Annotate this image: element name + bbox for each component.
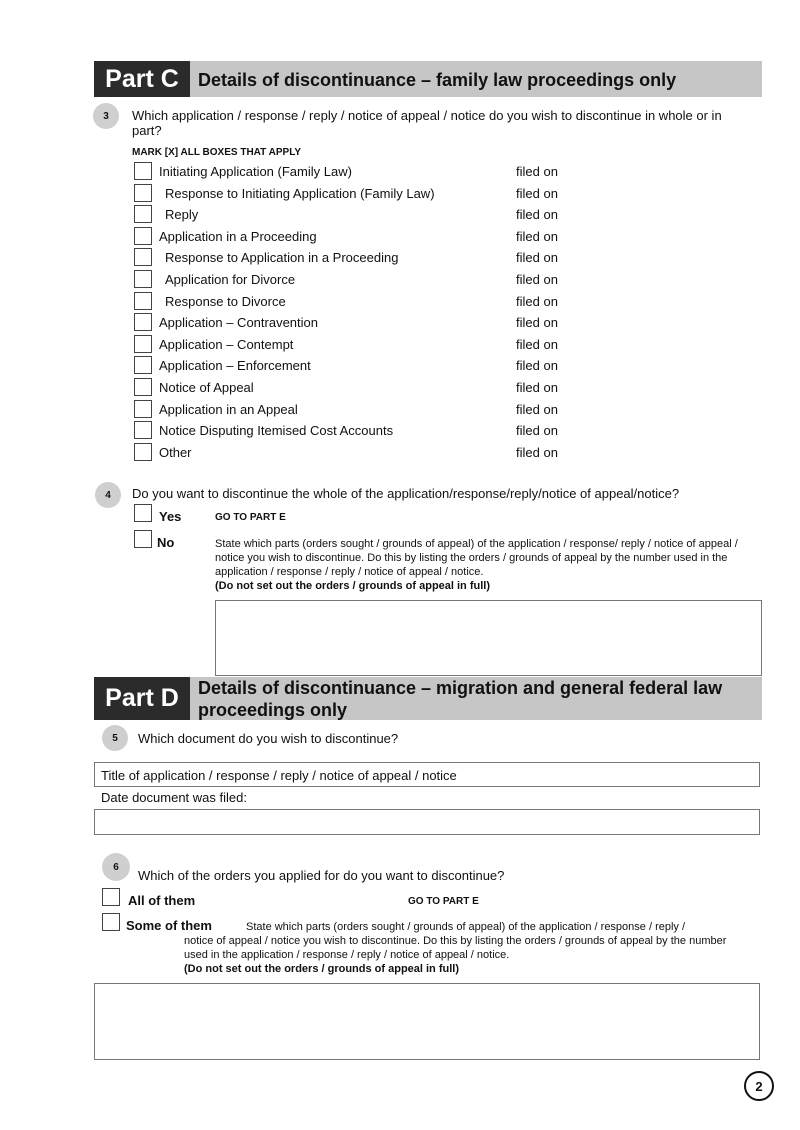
question-5-number: 5 [102, 725, 128, 751]
q3-option-checkbox[interactable] [134, 335, 152, 353]
q4-yes-goto: GO TO PART E [215, 512, 286, 523]
q3-filed-on-label: filed on [516, 380, 558, 395]
q6-all-goto: GO TO PART E [408, 896, 479, 907]
q6-some-checkbox[interactable] [102, 913, 120, 931]
q3-option-label: Application for Divorce [165, 272, 296, 287]
q6-parts-textarea[interactable] [94, 983, 760, 1060]
question-6-text: Which of the orders you applied for do you want to discontinue? [138, 868, 505, 883]
question-4-text: Do you want to discontinue the whole of the application/response/reply/notice of appeal/notice? [132, 486, 680, 501]
question-3-text: Which application / response / reply / notice of appeal / notice do you wish to discontinue in whole or in part? [132, 108, 722, 138]
q6-some-note: (Do not set out the orders / grounds of appeal in full) [184, 963, 459, 975]
q3-filed-on-label: filed on [516, 186, 558, 201]
q3-option-checkbox[interactable] [134, 443, 152, 461]
q3-option-label: Response to Initiating Application (Family Law) [165, 186, 435, 201]
q4-no-instruction: State which parts (orders sought / grounds of appeal) of the application / response/ reply / notice of appeal / notice you wish to discontinue. Do this by listing the orders / grounds of appeal by the number used in the application / response / reply / notice of appeal / notice. [215, 538, 738, 578]
part-d-title: Details of discontinuance – migration and general federal law proceedings only [198, 678, 723, 720]
q3-option-label: Initiating Application (Family Law) [159, 164, 352, 179]
q6-all-label: All of them [128, 893, 196, 908]
q3-option-checkbox[interactable] [134, 400, 152, 418]
q3-option-checkbox[interactable] [134, 248, 152, 266]
q3-filed-on-label: filed on [516, 229, 558, 244]
q6-some-instruction-first: State which parts (orders sought / grounds of appeal) of the application / response / reply / [246, 921, 686, 933]
part-d-header [94, 677, 762, 720]
q3-filed-on-label: filed on [516, 358, 558, 373]
part-c-header [94, 61, 762, 97]
q3-option-label: Application – Contempt [159, 337, 294, 352]
q4-no-checkbox[interactable] [134, 530, 152, 548]
q3-filed-on-label: filed on [516, 207, 558, 222]
q3-option-checkbox[interactable] [134, 421, 152, 439]
date-filed-label: Date document was filed: [101, 790, 247, 805]
q3-filed-on-label: filed on [516, 445, 558, 460]
q3-option-checkbox[interactable] [134, 292, 152, 310]
q3-option-label: Application – Contravention [159, 315, 318, 330]
document-title-label: Title of application / response / reply / notice of appeal / notice [101, 768, 457, 783]
q3-option-checkbox[interactable] [134, 378, 152, 396]
page-number: 2 [744, 1071, 774, 1101]
q3-option-label: Notice of Appeal [159, 380, 254, 395]
question-6-number: 6 [102, 853, 130, 881]
q3-option-label: Application in an Appeal [159, 402, 298, 417]
q3-filed-on-label: filed on [516, 294, 558, 309]
question-3-number: 3 [93, 103, 119, 129]
q3-option-label: Response to Divorce [165, 294, 286, 309]
q3-option-checkbox[interactable] [134, 227, 152, 245]
part-c-label: Part C [94, 61, 190, 97]
q4-yes-checkbox[interactable] [134, 504, 152, 522]
q3-filed-on-label: filed on [516, 423, 558, 438]
q6-some-instruction-rest: notice of appeal / notice you wish to discontinue. Do this by listing the orders / grounds of appeal by the number used in the application / response / reply / notice of appeal / notice. [184, 935, 727, 961]
q3-option-label: Notice Disputing Itemised Cost Accounts [159, 423, 394, 438]
q3-filed-on-label: filed on [516, 272, 558, 287]
q3-filed-on-label: filed on [516, 250, 558, 265]
question-5-text: Which document do you wish to discontinue? [138, 731, 399, 746]
q3-option-checkbox[interactable] [134, 205, 152, 223]
q4-yes-label: Yes [159, 509, 182, 524]
q4-no-note: (Do not set out the orders / grounds of appeal in full) [215, 580, 490, 592]
part-d-label: Part D [94, 677, 190, 720]
q3-option-label: Application – Enforcement [159, 358, 311, 373]
q3-option-checkbox[interactable] [134, 356, 152, 374]
q3-option-checkbox[interactable] [134, 270, 152, 288]
q3-filed-on-label: filed on [516, 164, 558, 179]
q3-option-checkbox[interactable] [134, 313, 152, 331]
q3-option-checkbox[interactable] [134, 184, 152, 202]
q3-option-label: Response to Application in a Proceeding [165, 250, 399, 265]
q6-some-label: Some of them [126, 918, 212, 933]
q6-all-checkbox[interactable] [102, 888, 120, 906]
q3-option-label: Reply [165, 207, 199, 222]
q4-no-label: No [157, 535, 175, 550]
q4-parts-textarea[interactable] [215, 600, 762, 676]
q3-filed-on-label: filed on [516, 337, 558, 352]
mark-instruction: MARK [X] ALL BOXES THAT APPLY [132, 147, 302, 158]
q3-filed-on-label: filed on [516, 402, 558, 417]
part-c-title: Details of discontinuance – family law proceedings only [198, 70, 677, 90]
q3-option-label: Other [159, 445, 192, 460]
document-title-field[interactable] [94, 762, 760, 787]
q3-option-checkbox[interactable] [134, 162, 152, 180]
q3-option-label: Application in a Proceeding [159, 229, 317, 244]
q3-filed-on-label: filed on [516, 315, 558, 330]
date-filed-input[interactable] [94, 809, 760, 835]
question-4-number: 4 [95, 482, 121, 508]
